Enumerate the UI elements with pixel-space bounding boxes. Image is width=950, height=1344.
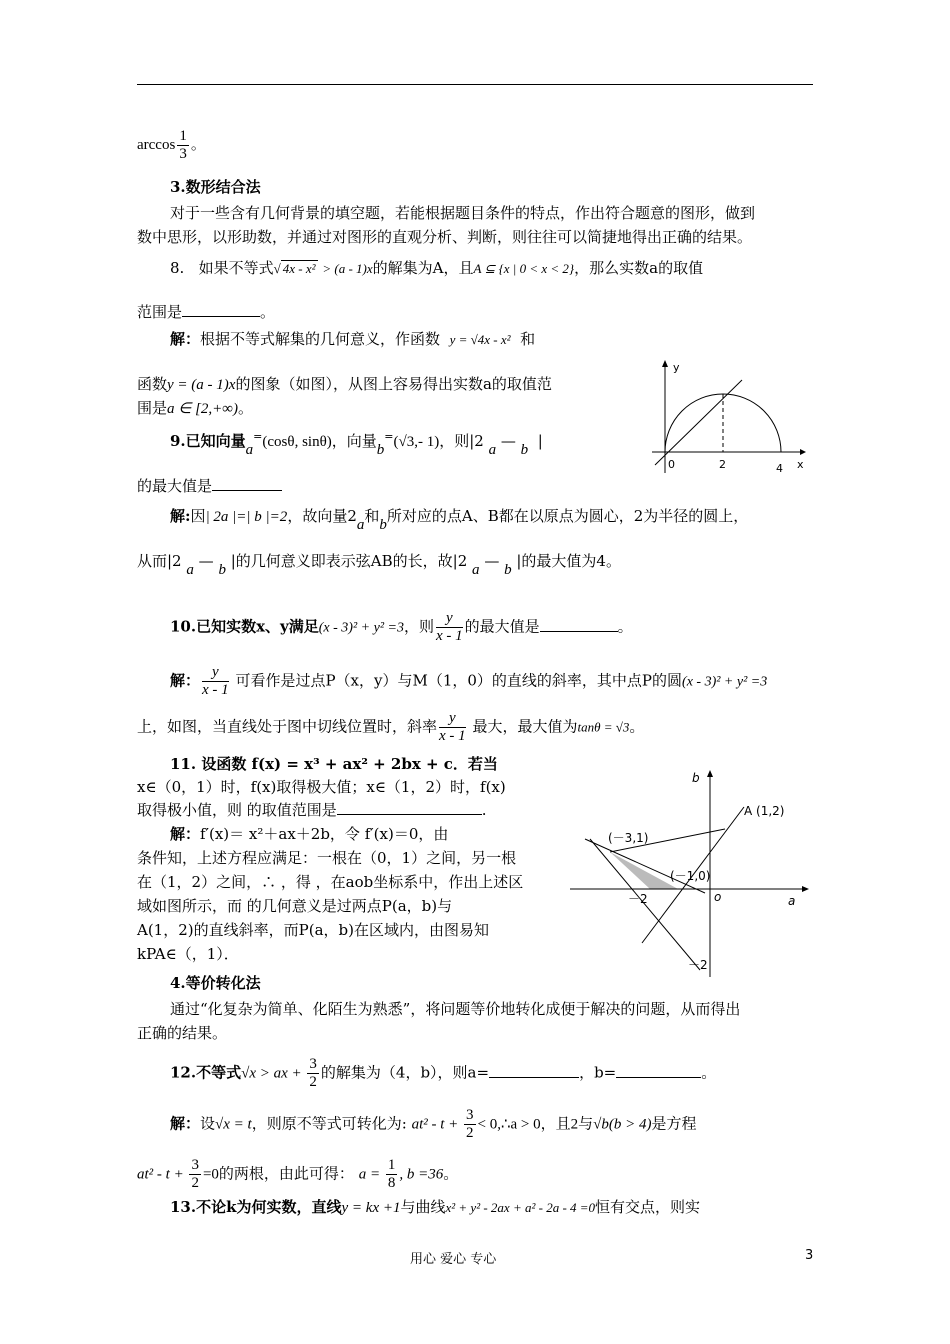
- q11-line-2: x∈（0，1）时，f(x)取得极大值；x∈（1，2）时，f(x): [137, 778, 506, 796]
- q10-solution-1: 解： $\frac{y}{x - 1}$ 可看作是过点P（x，y）与M（1，0）的直线的斜率，其中点P的圆(x - 3)² + y² =3: [170, 664, 768, 698]
- fraction: $\frac{1}{3}$: [179, 128, 187, 162]
- q9-line-1: 9.已知向量a=(cosθ, sinθ)，向量b=(√3,- 1)，则|2 a — b |: [170, 430, 543, 458]
- graph-label-b: b: [692, 771, 700, 785]
- q11-solution-2: 条件知，上述方程应满足：一根在（0，1）之间，另一根: [137, 849, 517, 867]
- sec3-paragraph-2: 数中思形，以形助数，并通过对图形的直观分析、判断，则往往可以简捷地得出正确的结果。: [137, 228, 753, 246]
- fraction: $\frac{y}{x - 1}$: [439, 710, 466, 744]
- q9-solution-1: 解:因| 2a |=| b |=2，故向量2a和b所对应的点A、B都在以原点为圆心，2为半径的圆上，: [170, 507, 749, 533]
- q8-solution-3: 围是a ∈ [2,+∞)。: [137, 399, 253, 417]
- answer-blank-a: [489, 1063, 579, 1078]
- q13-line-1: 13.不论k为何实数，直线y = kx +1与曲线x² + y² - 2ax + a² - 2a - 4 =0恒有交点，则实: [170, 1198, 701, 1216]
- answer-blank: [212, 476, 282, 491]
- footer-text: 用心 爱心 专心: [410, 1252, 497, 1267]
- page-number: 3: [805, 1248, 814, 1263]
- q8-line-2: 范围是 。: [137, 303, 276, 321]
- q11-solution-4: 域如图所示，而 的几何意义是过两点P(a，b)与: [137, 897, 453, 915]
- sec3-paragraph-1: 对于一些含有几何背景的填空题，若能根据题目条件的特点，作出符合题意的图形，做到: [170, 204, 756, 222]
- section-title-4: 4.等价转化法: [170, 974, 261, 992]
- answer-blank: [337, 800, 482, 815]
- graph-label-m2y: －2: [688, 958, 708, 972]
- arccos-line: arccos $\frac{1}{3}$ 。: [137, 128, 206, 162]
- q10-solution-2: 上，如图，当直线处于图中切线位置时，斜率 $\frac{y}{x - 1}$ 最大，最大值为tanθ = √3。: [137, 710, 645, 744]
- a-arrow: [802, 886, 809, 892]
- q12-solution-2: at² - t + $\frac{3}{2}$ =0的两根，由此可得： a = $\frac{1}{8}$ , b =36。: [137, 1157, 459, 1191]
- q12-line-1: 12.不等式√x > ax + $\frac{3}{2}$ 的解集为（4，b），则a= ，b= 。: [170, 1056, 717, 1090]
- shaded-region: [610, 852, 678, 889]
- q8-solution-2: 函数y = (a - 1)x的图象（如图），从图上容易得出实数a的取值范: [137, 375, 552, 393]
- graph-label-y: y: [673, 361, 680, 374]
- answer-blank-b: [616, 1063, 701, 1078]
- answer-blank: [182, 302, 260, 317]
- fraction: $\frac{3}{2}$: [309, 1056, 317, 1090]
- q9-line-2: 的最大值是: [137, 475, 282, 497]
- sec4-paragraph-2: 正确的结果。: [137, 1024, 228, 1042]
- graph-label-o: o: [714, 890, 722, 904]
- header-rule: [137, 84, 813, 85]
- x-arrow: [800, 449, 806, 455]
- q11-solution-6: kPA∈（，1）．: [137, 945, 239, 963]
- sec4-paragraph-1: 通过“化复杂为简单、化陌生为熟悉”，将问题等价地转化成便于解决的问题，从而得出: [170, 1000, 741, 1018]
- q11-solution-5: A(1，2)的直线斜率，而P(a，b)在区域内，由图易知: [137, 921, 489, 939]
- graph-label-0: 0: [668, 458, 675, 471]
- fraction: $\frac{3}{2}$: [466, 1107, 474, 1141]
- q8-line-1: 8. 如果不等式√ 4x - x² > (a - 1)x的解集为A，且A ⊆ {x | 0 < x < 2}，那么实数a的取值: [170, 259, 704, 277]
- graph-label-A: A (1,2): [744, 804, 785, 818]
- q8-solution-1: 解：根据不等式解集的几何意义，作函数 y = √4x - x² 和: [170, 330, 536, 348]
- graph-label-p1: (－3,1): [608, 831, 649, 845]
- q8-semicircle-graph: [650, 355, 815, 475]
- fraction: $\frac{3}{2}$: [191, 1157, 199, 1191]
- q10-line-1: 10.已知实数x、y满足(x - 3)² + y² =3，则 $\frac{y}{x - 1}$ 的最大值是 。: [170, 610, 633, 644]
- y-arrow: [662, 360, 668, 367]
- b-arrow: [707, 770, 713, 777]
- graph-label-4: 4: [776, 462, 783, 475]
- q11-region-graph: [570, 765, 815, 977]
- graph-label-x: x: [797, 458, 804, 471]
- q11-solution-1: 解：f′(x)＝ x²＋ax＋2b，令 f′(x)＝0，由: [170, 825, 449, 843]
- line-1: [585, 839, 705, 893]
- graph-label-a: a: [788, 894, 796, 908]
- q9-solution-2: 从而|2 a — b |的几何意义即表示弦AB的长，故|2 a — b |的最大值为4。: [137, 552, 621, 578]
- graph-label-2: 2: [719, 458, 726, 471]
- fraction: $\frac{1}{8}$: [387, 1157, 396, 1191]
- q12-solution-1: 解：设√x = t，则原不等式可转化为: at² - t + $\frac{3}{2}$ < 0,∴a > 0，且2与√b(b > 4)是方程: [170, 1107, 697, 1141]
- fraction: $\frac{y}{x - 1}$: [202, 664, 229, 698]
- graph-label-m2x: －2: [628, 892, 648, 906]
- q11-line-3: 取得极小值，则 的取值范围是 .: [137, 801, 487, 819]
- q11-line-1: 11. 设函数 f(x) = x³ + ax² + 2bx + c．若当: [170, 755, 498, 773]
- q11-solution-3: 在（1，2）之间，∴ ，得 ，在aob坐标系中，作出上述区: [137, 873, 524, 891]
- graph-label-p2: (－1,0): [670, 869, 711, 883]
- section-title-3: 3.数形结合法: [170, 178, 261, 196]
- fraction: $\frac{y}{x - 1}$: [435, 610, 463, 644]
- answer-blank: [540, 617, 618, 632]
